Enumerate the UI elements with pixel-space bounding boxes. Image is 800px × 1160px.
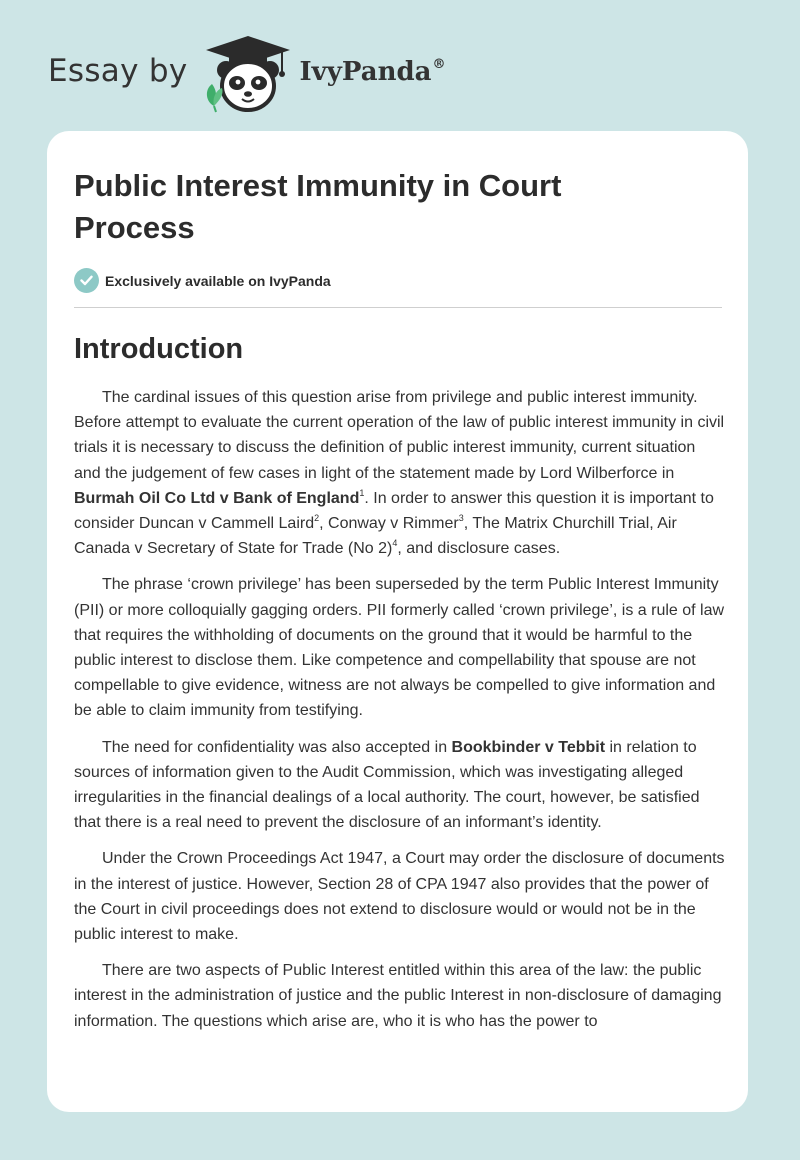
- paragraph: There are two aspects of Public Interest entitled within this area of the law: the public interest in the administration of justice and the public Interest in non-disclosure of damaging information. The questions which arise are, who it is who has the power to: [74, 962, 722, 1030]
- paragraph: Under the Crown Proceedings Act 1947, a Court may order the disclosure of documents in the interest of justice. However, Section 28 of CPA 1947 also provides that the power of the Court in civil proceedings does not extend to disclosure would or would not be in the public interest to make.: [74, 850, 725, 944]
- essay-body: [74, 385, 726, 1034]
- check-circle-icon: [74, 268, 99, 293]
- exclusive-label: Exclusively available on IvyPanda: [105, 272, 331, 289]
- essay-card: [47, 131, 748, 1112]
- registered-mark: ®: [432, 57, 446, 72]
- paragraph: The cardinal issues of this question arise from privilege and public interest immunity. Before attempt to evaluate the current operation of the law of public interest immunity in civil trials it is necessary to discuss the definition of public interest immunity, current situation and the judgement of few cases in light of the statement made by Lord Wilberforce in Burmah Oil Co Ltd v Bank of England$^1$. In order to answer this question it is important to consider Duncan v Cammell Laird$^2$, Conway v Rimmer$^3$, The Matrix Churchill Trial, Air Canada v Secretary of State for Trade (No 2)$^4$, and disclosure cases.: [74, 389, 725, 558]
- panda-graduate-icon[interactable]: [202, 34, 294, 114]
- divider: [74, 307, 722, 308]
- page-title: Public Interest Immunity in Court Process: [74, 168, 562, 245]
- footnote-ref[interactable]: 4: [392, 538, 398, 549]
- brand-name[interactable]: IvyPanda®: [299, 57, 446, 87]
- footnote-ref[interactable]: 3: [458, 513, 464, 524]
- paragraph: The need for confidentiality was also accepted in Bookbinder v Tebbit in relation to sources of information given to the Audit Commission, which was investigating alleged irregularities in the financial dealings of a local authority. The court, however, be satisfied that there is a real need to prevent the disclosure of an informant’s identity.: [74, 738, 700, 832]
- paragraph: The phrase ‘crown privilege’ has been superseded by the term Public Interest Immunity (PII) or more colloquially gagging orders. PII formerly called ‘crown privilege’, is a rule of law that requires the withholding of documents on the ground that it would be harmful to the public interest to disclose them. Like competence and compellability that spouse are not compellable to give evidence, witness are not always be compelled to give information and be able to claim immunity from testifying.: [74, 576, 725, 720]
- section-heading: Introduction: [74, 333, 244, 365]
- site-header: [48, 34, 446, 114]
- case-name: Burmah Oil Co Ltd v Bank of England: [74, 489, 360, 507]
- exclusive-badge: [74, 268, 722, 293]
- footnote-ref[interactable]: 1: [359, 487, 365, 498]
- essay-by-label: Essay by: [48, 53, 188, 89]
- case-name: Bookbinder v Tebbit: [451, 738, 606, 756]
- footnote-ref[interactable]: 2: [314, 513, 320, 524]
